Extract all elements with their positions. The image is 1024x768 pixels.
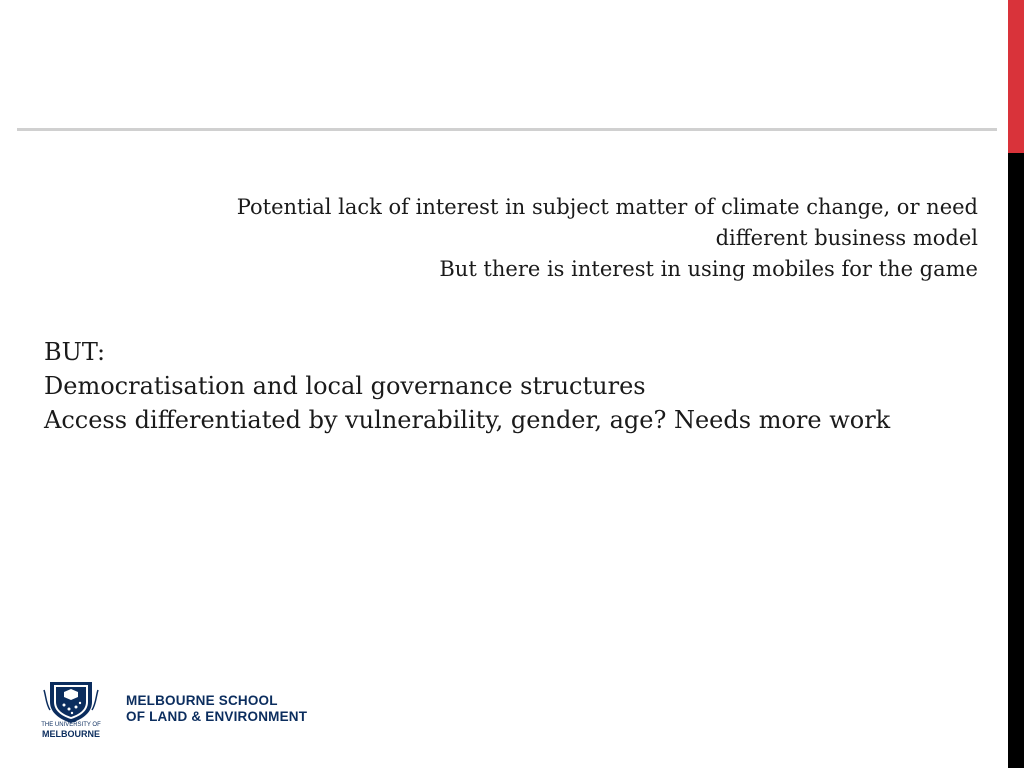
school-name-line: OF LAND & ENVIRONMENT [126, 709, 308, 724]
text-line: Potential lack of interest in subject matter of climate change, or need [236, 195, 978, 219]
school-name [126, 693, 307, 725]
right-aligned-text [78, 192, 978, 285]
text-line: BUT: [44, 338, 106, 366]
text-line: But there is interest in using mobiles for the game [439, 257, 978, 281]
accent-bar-red [1008, 0, 1024, 153]
school-name-line: MELBOURNE SCHOOL [126, 693, 278, 708]
text-line: Democratisation and local governance structures [44, 372, 646, 400]
left-aligned-text [44, 335, 1004, 437]
crest-university-label: THE UNIVERSITY OF [41, 722, 101, 728]
text-line: different business model [715, 226, 978, 250]
university-crest-icon [36, 680, 106, 728]
crest-melbourne-label: MELBOURNE [42, 728, 100, 739]
text-line: Access differentiated by vulnerability, gender, age? Needs more work [44, 406, 891, 434]
accent-bar-black [1008, 153, 1024, 768]
title-divider [17, 128, 997, 131]
crest-label [36, 722, 106, 739]
